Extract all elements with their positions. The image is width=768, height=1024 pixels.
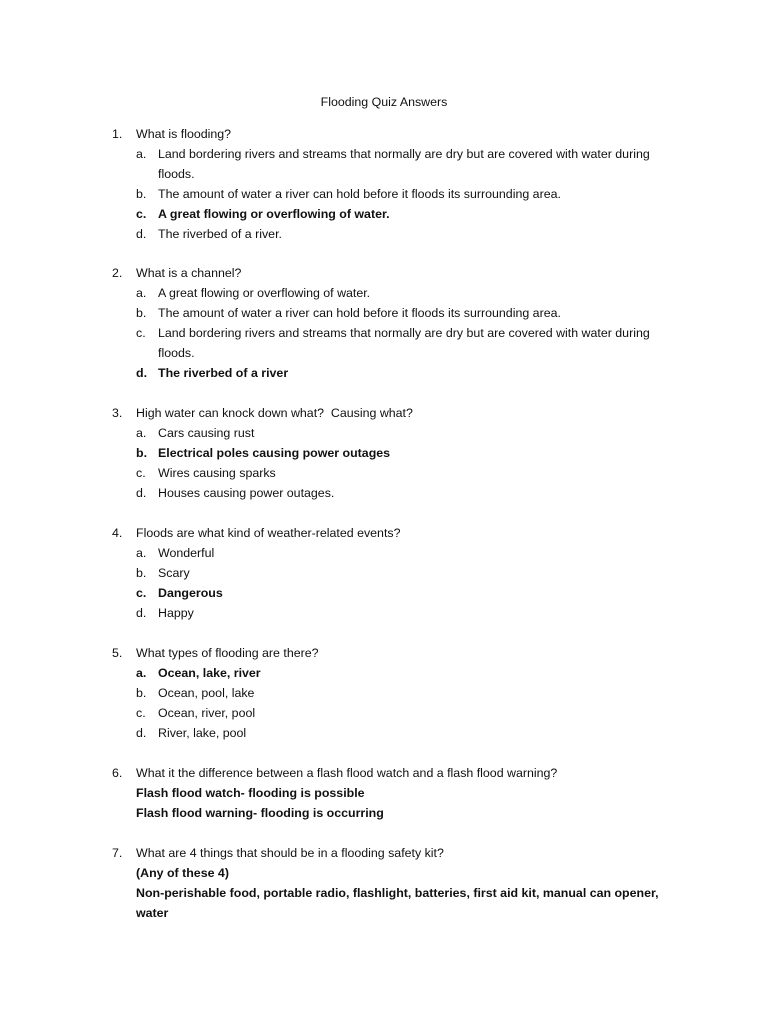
- option-text: River, lake, pool: [158, 726, 247, 740]
- option-text: Happy: [158, 606, 194, 620]
- answer-option: [112, 283, 692, 303]
- option-letter: a.: [136, 286, 147, 300]
- option-letter: b.: [136, 446, 148, 460]
- option-letter: a.: [136, 147, 147, 161]
- option-text: The amount of water a river can hold before it floods its surrounding area.: [158, 306, 561, 320]
- question-1: [112, 124, 692, 244]
- answer-option-correct: [112, 204, 692, 224]
- answer-option: [112, 683, 692, 703]
- option-text: Wires causing sparks: [158, 466, 276, 480]
- option-letter: b.: [136, 306, 147, 320]
- answer-option-correct: [112, 663, 692, 683]
- answer-option: [112, 423, 692, 443]
- question-line: [112, 263, 692, 283]
- option-letter: d.: [136, 486, 147, 500]
- option-text: Land bordering rivers and streams that normally are dry but are covered with water during floods.: [158, 326, 650, 360]
- question-number: 3.: [112, 406, 123, 420]
- question-6: [112, 763, 692, 823]
- question-5: [112, 643, 692, 743]
- answer-option: [112, 603, 692, 623]
- question-line: [112, 124, 692, 144]
- answer-option: [112, 224, 692, 244]
- option-letter: b.: [136, 187, 147, 201]
- option-letter: c.: [136, 207, 147, 221]
- answer-option: [112, 563, 692, 583]
- option-letter: b.: [136, 566, 147, 580]
- answer-option: [112, 323, 692, 363]
- question-7: [112, 843, 692, 923]
- answer-option-correct: [112, 443, 692, 463]
- question-line: [112, 523, 692, 543]
- question-text: What is a channel?: [136, 266, 242, 280]
- question-text: What are 4 things that should be in a flooding safety kit?: [136, 846, 444, 860]
- option-text: The riverbed of a river.: [158, 227, 282, 241]
- answer-option: [112, 463, 692, 483]
- option-letter: c.: [136, 466, 146, 480]
- option-letter: d.: [136, 726, 147, 740]
- answer-option: [112, 703, 692, 723]
- option-text: Dangerous: [158, 586, 223, 600]
- answer-option: [112, 144, 692, 184]
- option-letter: c.: [136, 706, 146, 720]
- option-text: Ocean, river, pool: [158, 706, 256, 720]
- question-text: What is flooding?: [136, 127, 232, 141]
- option-letter: b.: [136, 686, 147, 700]
- question-number: 7.: [112, 846, 123, 860]
- question-text: What types of flooding are there?: [136, 646, 319, 660]
- option-letter: c.: [136, 586, 147, 600]
- answer-option: [112, 303, 692, 323]
- option-letter: a.: [136, 546, 147, 560]
- question-number: 5.: [112, 646, 123, 660]
- answer-text: Non-perishable food, portable radio, flashlight, batteries, first aid kit, manual can opener, water: [136, 886, 659, 920]
- option-text: Ocean, lake, river: [158, 666, 261, 680]
- answer-option: [112, 723, 692, 743]
- answer-option-correct: [112, 583, 692, 603]
- option-text: Cars causing rust: [158, 426, 255, 440]
- question-text: What it the difference between a flash flood watch and a flash flood warning?: [136, 766, 558, 780]
- answer-note: (Any of these 4): [136, 866, 229, 880]
- option-text: Houses causing power outages.: [158, 486, 335, 500]
- question-2: [112, 263, 692, 383]
- answer-text: Flash flood watch- flooding is possible: [136, 786, 365, 800]
- question-line: [112, 763, 692, 783]
- option-text: Land bordering rivers and streams that normally are dry but are covered with water during floods.: [158, 147, 650, 181]
- option-letter: a.: [136, 666, 147, 680]
- option-text: Scary: [158, 566, 190, 580]
- question-4: [112, 523, 692, 623]
- option-letter: a.: [136, 426, 147, 440]
- question-number: 2.: [112, 266, 123, 280]
- option-letter: c.: [136, 326, 146, 340]
- question-3: [112, 403, 692, 503]
- question-number: 6.: [112, 766, 123, 780]
- question-text: Floods are what kind of weather-related events?: [136, 526, 401, 540]
- answer-option: [112, 184, 692, 204]
- option-letter: d.: [136, 606, 147, 620]
- option-text: Electrical poles causing power outages: [158, 446, 391, 460]
- option-text: The riverbed of a river: [158, 366, 289, 380]
- answer-option-correct: [112, 363, 692, 383]
- option-text: A great flowing or overflowing of water.: [158, 207, 390, 221]
- option-text: Ocean, pool, lake: [158, 686, 255, 700]
- option-text: Wonderful: [158, 546, 215, 560]
- question-line: [112, 403, 692, 423]
- option-letter: d.: [136, 366, 148, 380]
- option-text: A great flowing or overflowing of water.: [158, 286, 371, 300]
- answer-option: [112, 543, 692, 563]
- question-text: High water can knock down what? Causing what?: [136, 406, 413, 420]
- option-letter: d.: [136, 227, 147, 241]
- option-text: The amount of water a river can hold before it floods its surrounding area.: [158, 187, 561, 201]
- question-line: [112, 843, 692, 863]
- question-line: [112, 643, 692, 663]
- answer-option: [112, 483, 692, 503]
- document-title: Flooding Quiz Answers: [320, 95, 448, 109]
- question-number: 1.: [112, 127, 123, 141]
- answer-text: Flash flood warning- flooding is occurring: [136, 806, 384, 820]
- question-number: 4.: [112, 526, 123, 540]
